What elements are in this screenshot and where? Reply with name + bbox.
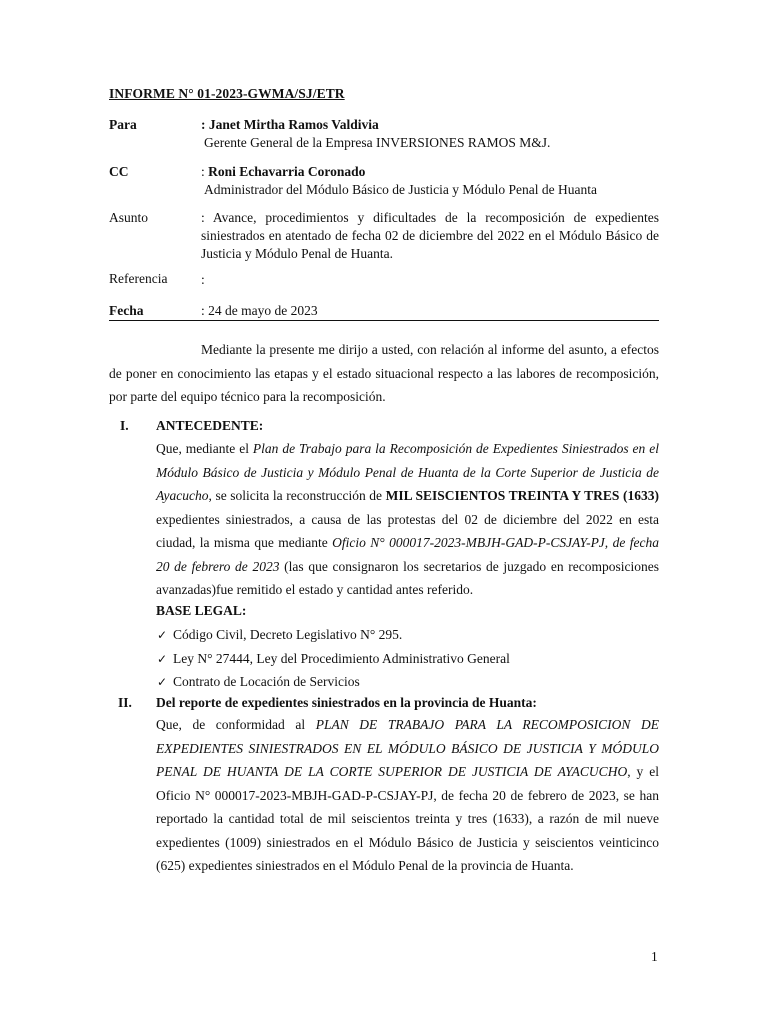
- asunto-label: Asunto: [109, 210, 149, 225]
- quantity-bold: MIL SEISCIENTOS TREINTA Y TRES (1633): [385, 488, 660, 503]
- section-1-number: I.: [120, 418, 129, 433]
- section-2-paragraph: [156, 713, 659, 878]
- text-run: , y el Oficio N° 000017-2023-MBJH-GAD-P-CSJAY-PJ, de fecha 20 de febrero de 2023, se han reportado la cantidad total de mil seiscientos treinta y tres (1633), a razón de mil nueve expedientes (1009) siniestrados en el Módulo Básico de Justicia y seiscientos veinticinco (625) expedientes siniestrados en el Módulo Penal de la provincia de Huanta.: [156, 764, 659, 873]
- legal-item: [157, 674, 360, 690]
- fecha-value: : 24 de mayo de 2023: [201, 303, 318, 318]
- cc-colon: :: [201, 164, 209, 179]
- para-name: : Janet Mirtha Ramos Valdivia: [201, 117, 379, 132]
- text-run: , se solicita la reconstrucción de: [208, 488, 386, 503]
- section-2-number: II.: [118, 695, 132, 710]
- cc-value: [201, 163, 659, 199]
- text-run: expedientes siniestrados, a causa de las protestas del 02 de diciembre del 2022 en esta ciudad, la misma que mediante: [156, 511, 659, 550]
- check-icon: ✓: [157, 652, 168, 666]
- legal-item: [157, 651, 510, 667]
- asunto-value: : Avance, procedimientos y dificultades de la recomposición de expedientes siniestrados en atentado de fecha 02 de diciembre del 2022 en el Módulo Básico de Justicia y Módulo Penal de Huanta.: [201, 210, 659, 261]
- text-run: Que, mediante el: [156, 441, 253, 456]
- para-role: Gerente General de la Empresa INVERSIONES RAMOS M&J.: [204, 135, 551, 150]
- legal-item: [157, 627, 402, 643]
- section-2-heading: Del reporte de expedientes siniestrados en la provincia de Huanta:: [156, 695, 537, 710]
- section-1-heading: ANTECEDENTE:: [156, 418, 264, 433]
- cc-role: Administrador del Módulo Básico de Justicia y Módulo Penal de Huanta: [204, 182, 597, 197]
- page-number: 1: [651, 949, 658, 964]
- report-title: INFORME N° 01-2023-GWMA/SJ/ETR: [109, 86, 345, 101]
- check-icon: ✓: [157, 675, 168, 689]
- fecha-label: Fecha: [109, 303, 144, 318]
- legal-item-text: Ley N° 27444, Ley del Procedimiento Administrativo General: [173, 651, 510, 666]
- base-legal-heading: BASE LEGAL:: [156, 603, 247, 618]
- referencia-label: Referencia: [109, 271, 168, 286]
- text-run: Que, de conformidad al: [156, 717, 316, 732]
- referencia-value: :: [201, 272, 205, 287]
- cc-label: CC: [109, 164, 129, 179]
- intro-paragraph: Mediante la presente me dirijo a usted, con relación al informe del asunto, a efectos de poner en conocimiento las etapas y el estado situacional respecto a las labores de recomposición, por parte del equipo técnico para la recomposición.: [109, 342, 659, 404]
- check-icon: ✓: [157, 628, 168, 642]
- text-run: (las que consignaron los secretarios de juzgado en recomposiciones avanzadas)fue remitido el estado y cantidad antes referido.: [156, 558, 659, 597]
- plan-title-italic: Plan de Trabajo para la Recomposición de Expedientes Siniestrados en el Módulo Básico de Justicia y Módulo Penal de Huanta de la Corte Superior de Justicia de Ayacucho: [156, 441, 659, 503]
- para-label: Para: [109, 117, 137, 132]
- cc-name: Roni Echavarria Coronado: [208, 164, 366, 179]
- legal-item-text: Contrato de Locación de Servicios: [173, 674, 360, 689]
- header-divider: [109, 320, 659, 321]
- section-1-paragraph: [156, 437, 659, 602]
- legal-item-text: Código Civil, Decreto Legislativo N° 295.: [173, 627, 403, 642]
- oficio-italic: Oficio N° 000017-2023-MBJH-GAD-P-CSJAY-PJ, de fecha 20 de febrero de 2023: [156, 535, 659, 574]
- para-value: [201, 116, 659, 152]
- plan-title-italic: PLAN DE TRABAJO PARA LA RECOMPOSICION DE EXPEDIENTES SINIESTRADOS EN EL MÓDULO BÁSICO DE JUSTICIA Y MÓDULO PENAL DE HUANTA DE LA CORTE SUPERIOR DE JUSTICIA DE AYACUCHO: [156, 717, 659, 779]
